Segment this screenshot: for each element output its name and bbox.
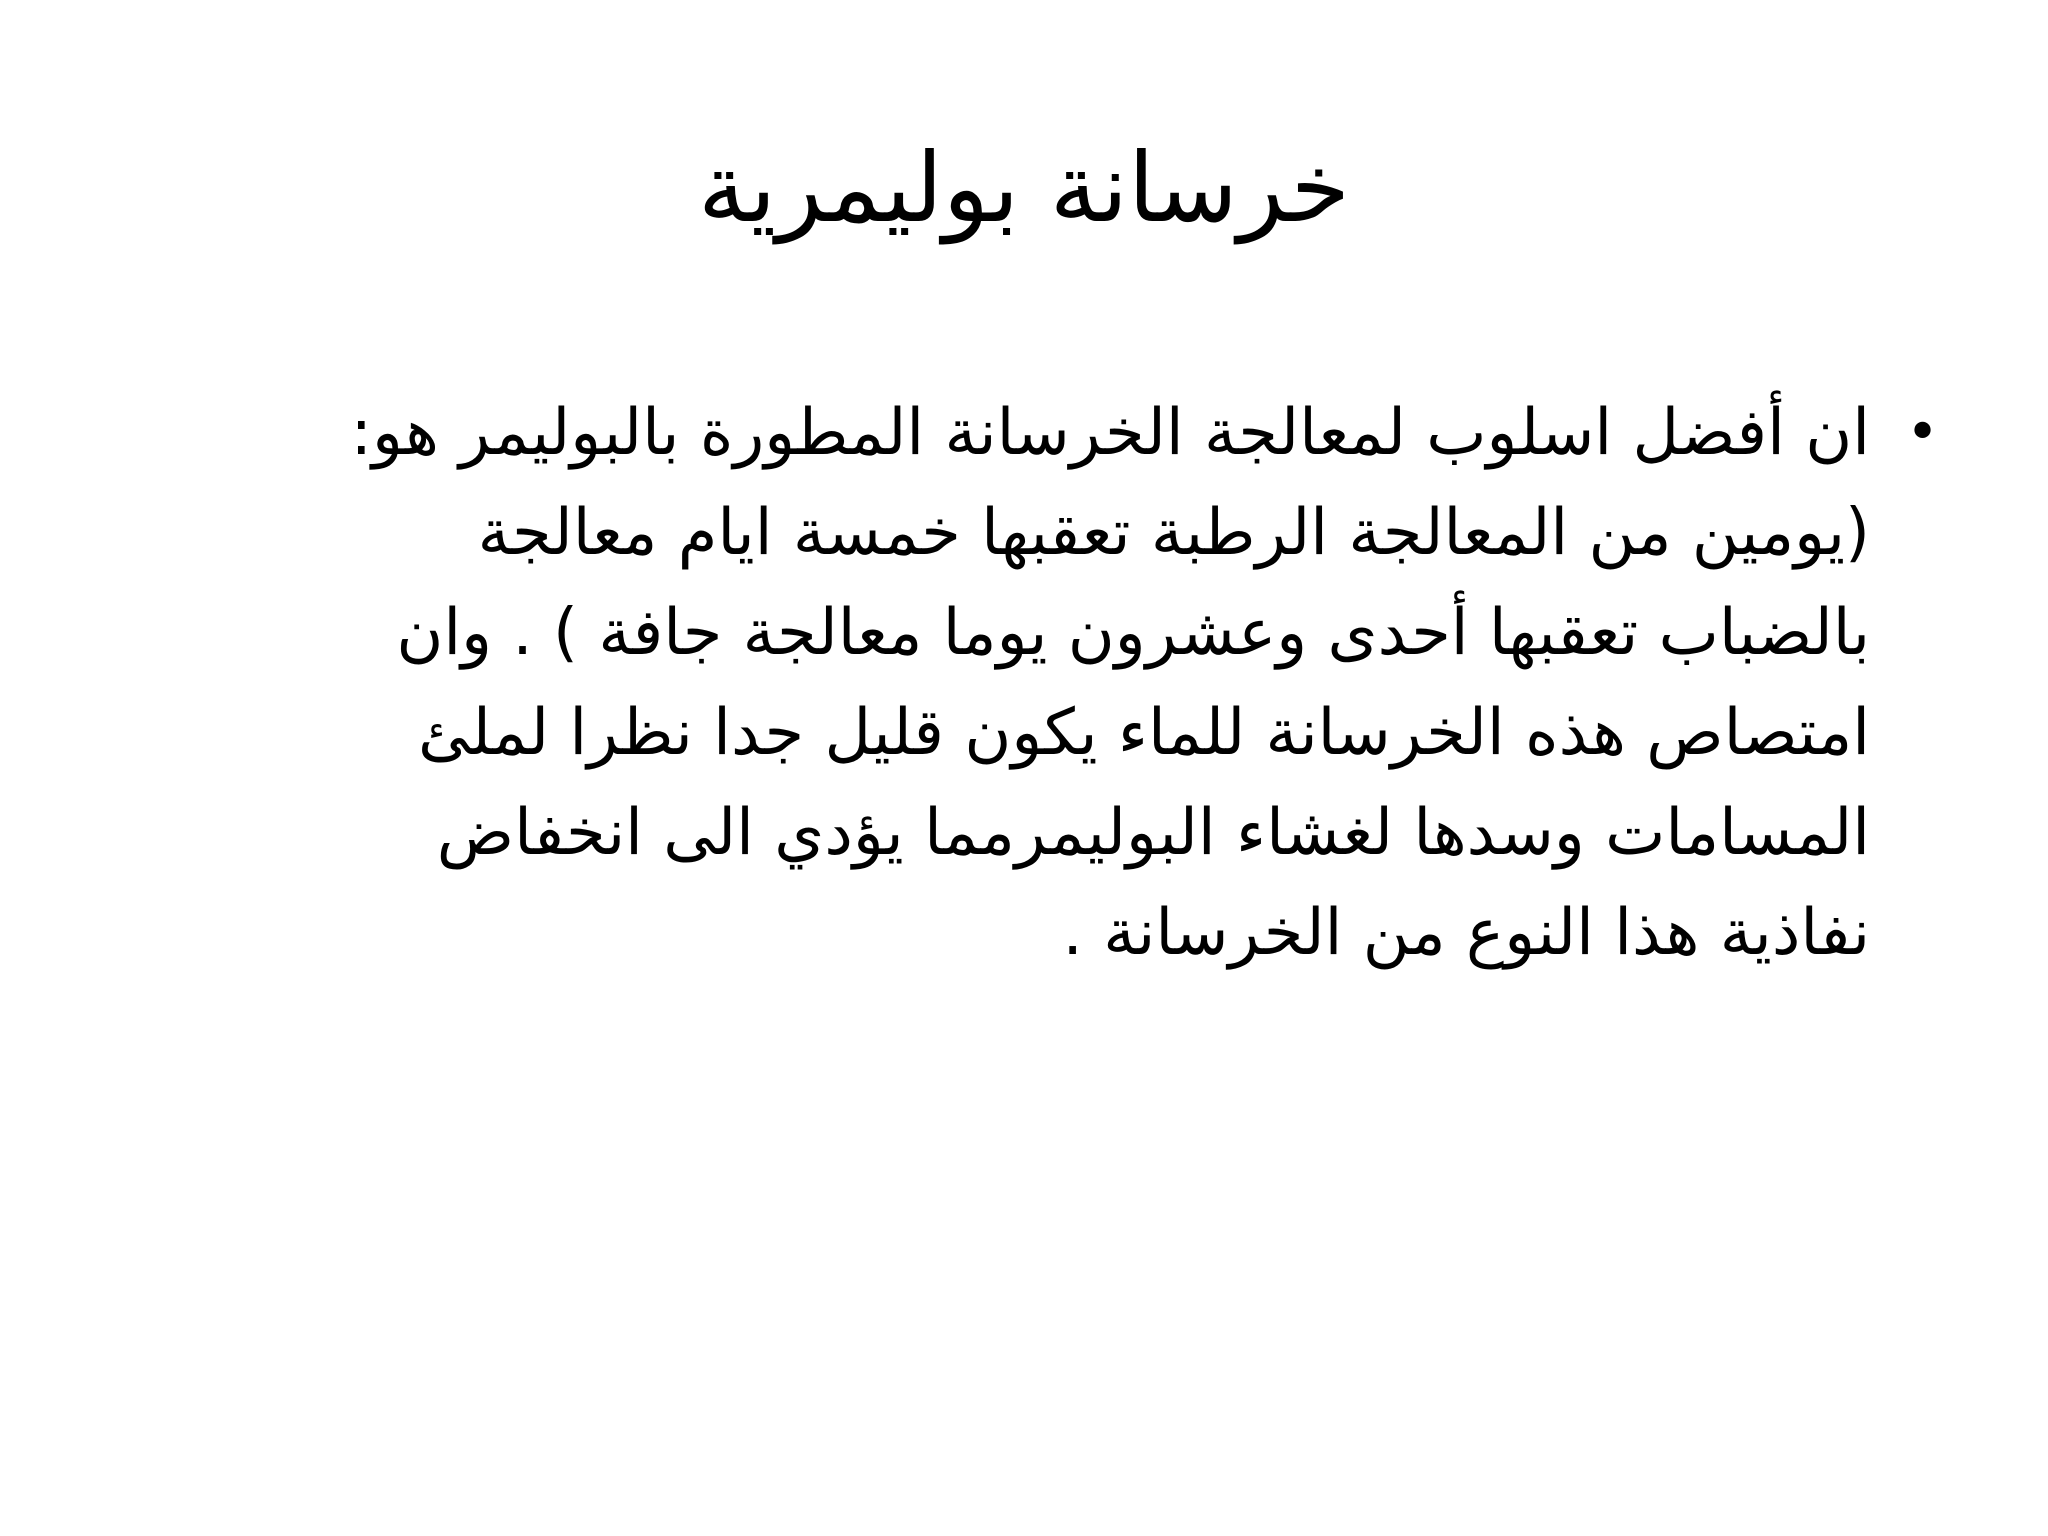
slide-title: خرسانة بوليمرية	[698, 132, 1350, 244]
bullet-line-4: امتصاص هذه الخرسانة للماء يكون قليل جدا نظرا لملئ	[418, 696, 1870, 770]
bullet-line-5: المسامات وسدها لغشاء البوليمرمما يؤدي الى انخفاض	[436, 796, 1870, 870]
bullet-text	[150, 383, 1870, 983]
bullet-marker: •	[1905, 400, 1940, 465]
bullet-line-1: ان أفضل اسلوب لمعالجة الخرسانة المطورة بالبوليمر هو:	[350, 396, 1870, 470]
bullet-line-2: (يومين من المعالجة الرطبة تعقبها خمسة ايام معالجة	[477, 496, 1870, 570]
bullet-line-6: نفاذية هذا النوع من الخرسانة .	[1062, 896, 1870, 970]
bullet-line-3: بالضباب تعقبها أحدى وعشرون يوما معالجة جافة ) . وان	[396, 596, 1870, 670]
